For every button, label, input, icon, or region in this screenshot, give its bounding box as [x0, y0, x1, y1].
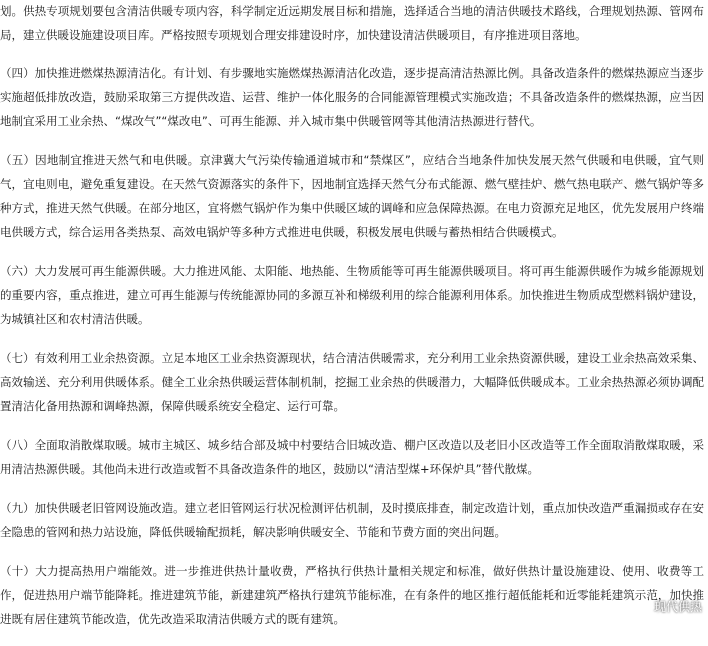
- paragraph-10: （十）大力提高热用户端能效。进一步推进供热计量收费，严格执行供热计量相关规定和标准，做好供热计量设施建设、使用、收费等工作，促进热用户端节能降耗。推进建筑节能，新建建筑严格执行建筑节能标准，在有条件的地区推行超低能耗和近零能耗建筑示范，加快推进既有居住建筑节能改造，优先改造采取清洁供暖方式的既有建筑。: [0, 564, 704, 626]
- paragraph-6: （六）大力发展可再生能源供暖。大力推进风能、太阳能、地热能、生物质能等可再生能源供暖项目。将可再生能源供暖作为城乡能源规划的重要内容，重点推进，建立可再生能源与传统能源协同的多源互补和梯级利用的综合能源利用体系。加快推进生物质成型燃料锅炉建设，为城镇社区和农村清洁供暖。: [0, 264, 704, 326]
- watermark: [630, 599, 702, 615]
- paragraph-intro: 划。供热专项规划要包含清洁供暖专项内容，科学制定近远期发展目标和措施，选择适合当地的清洁供暖技术路线，合理规划热源、管网布局，建立供暖设施建设项目库。严格按照专项规划合理安排建设时序，加快建设清洁供暖项目，有序推进项目落地。: [0, 4, 704, 42]
- paragraph-7: （七）有效利用工业余热资源。立足本地区工业余热资源现状，结合清洁供暖需求，充分利用工业余热资源供暖，建设工业余热高效采集、高效输送、充分利用供暖体系。健全工业余热供暖运营体制机制，挖掘工业余热的供暖潜力，大幅降低供暖成本。工业余热热源必须协调配置清洁化备用热源和调峰热源，保障供暖系统安全稳定、运行可靠。: [0, 351, 704, 413]
- paragraph-9: （九）加快供暖老旧管网设施改造。建立老旧管网运行状况检测评估机制，及时摸底排查，制定改造计划，重点加快改造严重漏损或存在安全隐患的管网和热力站设施，降低供暖输配损耗，解决影响供暖安全、节能和节费方面的突出问题。: [0, 501, 704, 539]
- paragraph-5: （五）因地制宜推进天然气和电供暖。京津冀大气污染传输通道城市和“禁煤区”，应结合当地条件加快发展天然气供暖和电供暖，宜气则气，宜电则电，避免重复建设。在天然气资源落实的条件下，因地制宜选择天然气分布式能源、燃气壁挂炉、燃气热电联产、燃气锅炉等多种方式，推进天然气供暖。在部分地区，宜将燃气锅炉作为集中供暖区域的调峰和应急保障热源。在电力资源充足地区，优先发展用户终端电供暖方式，综合运用各类热泵、高效电锅炉等多种方式推进电供暖，积极发展电供暖与蓄热相结合供暖模式。: [0, 153, 704, 239]
- paragraph-4: （四）加快推进燃煤热源清洁化。有计划、有步骤地实施燃煤热源清洁化改造，逐步提高清洁热源比例。具备改造条件的燃煤热源应当逐步实施超低排放改造，鼓励采取第三方提供改造、运营、维护一体化服务的合同能源管理模式实施改造；不具备改造条件的燃煤热源，应当因地制宜采用工业余热、“煤改气”“煤改电”、可再生能源、并入城市集中供暖管网等其他清洁热源进行替代。: [0, 66, 704, 128]
- watermark-text: 现代供热: [653, 600, 702, 614]
- paragraph-8: （八）全面取消散煤取暖。城市主城区、城乡结合部及城中村要结合旧城改造、棚户区改造以及老旧小区改造等工作全面取消散煤取暖，采用清洁热源供暖。其他尚未进行改造或暂不具备改造条件的地区，鼓励以“清洁型煤+环保炉具”替代散煤。: [0, 438, 704, 476]
- wechat-icon: [630, 599, 650, 615]
